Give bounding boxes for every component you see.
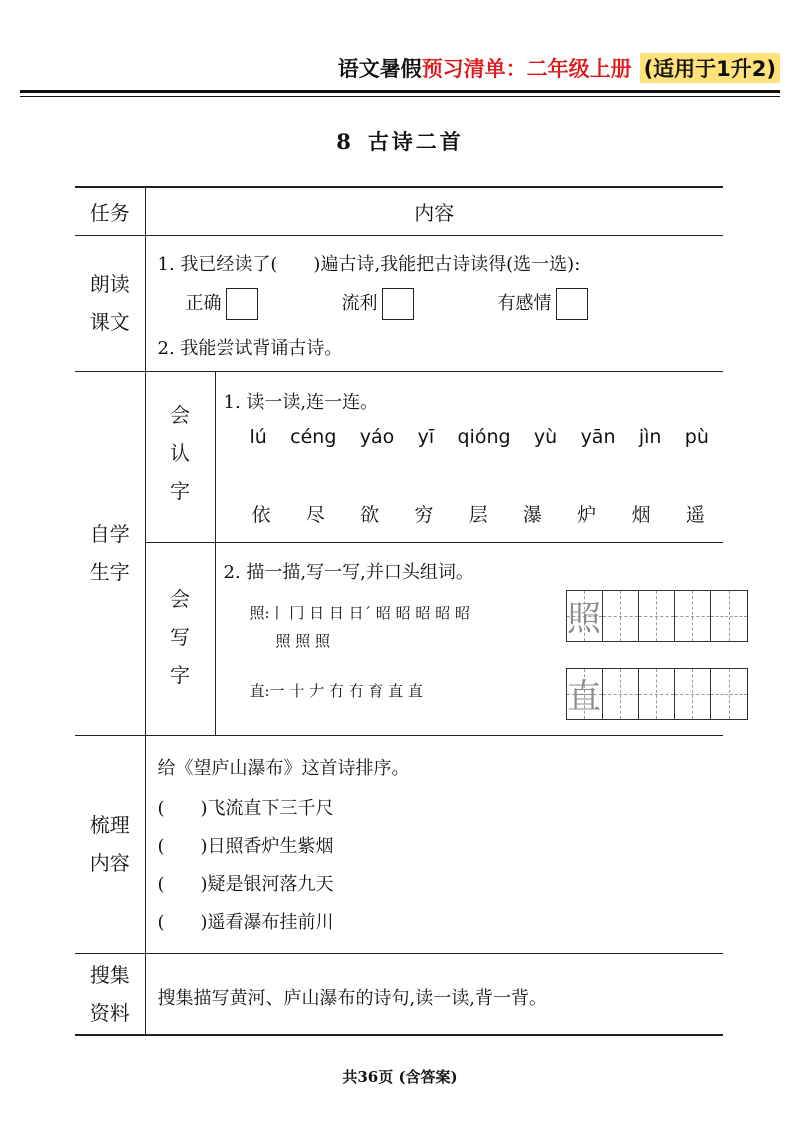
hanzi-row — [252, 500, 706, 527]
arrange-label-line1: 梳理 — [89, 813, 130, 837]
collect-label-line1: 搜集 — [89, 962, 130, 987]
header-checklist: 预习清单：二年级上册 — [421, 57, 632, 81]
option-fluent-checkbox[interactable] — [382, 288, 414, 320]
self-study-label — [75, 371, 145, 735]
recognize-instruction: 1. 读一读,连一连。 — [223, 391, 379, 413]
reading-item-1: 1. 我已经读了( )遍古诗,我能把古诗读得(选一选): — [157, 253, 581, 275]
recognize-label-char1: 会 — [170, 402, 190, 427]
hanzi-item[interactable]: 烟 — [631, 503, 651, 526]
page-footer: 共36页 (含答案) — [342, 1068, 458, 1086]
inner-column-divider — [215, 372, 216, 735]
hanzi-item[interactable]: 尽 — [305, 503, 325, 526]
arrange-instruction: 给《望庐山瀑布》这首诗排序。 — [157, 757, 410, 779]
arrange-row — [75, 735, 723, 953]
header-subject: 语文暑假 — [337, 57, 422, 81]
writing-grid-zhao — [566, 590, 748, 642]
write-label-char2: 写 — [170, 624, 190, 649]
reading-content — [145, 235, 723, 371]
reading-label-line2: 课文 — [89, 310, 130, 334]
recognize-label-char2: 认 — [170, 440, 190, 465]
lesson-title — [0, 126, 800, 156]
trace-char-zhi: 直 — [567, 677, 601, 717]
write-label-char1: 会 — [170, 586, 190, 611]
pinyin-item[interactable]: yī — [417, 425, 435, 448]
hanzi-item[interactable]: 欲 — [360, 503, 380, 526]
self-study-label-line1: 自学 — [89, 522, 130, 546]
grid-cell[interactable] — [675, 591, 711, 641]
hanzi-item[interactable]: 层 — [468, 503, 488, 526]
hanzi-item[interactable]: 瀑 — [522, 503, 542, 526]
lesson-name: 古诗二首 — [367, 129, 464, 154]
grid-cell[interactable] — [711, 669, 747, 719]
writing-grid-zhi — [566, 668, 748, 720]
write-label-char3: 字 — [170, 662, 190, 687]
option-fluent-label: 流利 — [341, 292, 378, 314]
option-correct-label: 正确 — [185, 292, 222, 314]
grid-cell — [567, 669, 603, 719]
poem-line-4[interactable]: ( )遥看瀑布挂前川 — [157, 911, 334, 933]
pinyin-item[interactable]: pù — [684, 425, 709, 448]
reading-row — [75, 235, 723, 371]
header-rule-thick — [20, 90, 780, 93]
pinyin-row — [250, 426, 710, 448]
poem-line-1[interactable]: ( )飞流直下三千尺 — [157, 797, 334, 819]
collect-label-line2: 资料 — [89, 1000, 130, 1025]
grid-cell[interactable] — [639, 591, 675, 641]
reading-item-2: 2. 我能尝试背诵古诗。 — [157, 337, 343, 359]
header-cell-task: 任务 — [75, 187, 145, 235]
grid-cell — [567, 591, 603, 641]
hanzi-item[interactable]: 穷 — [414, 503, 434, 526]
grid-cell[interactable] — [603, 669, 639, 719]
hanzi-item[interactable]: 依 — [251, 503, 271, 526]
char1-stroke-order-cont: 照 照 照 — [275, 631, 331, 650]
pinyin-item[interactable]: lú — [249, 425, 267, 448]
grid-cell[interactable] — [603, 591, 639, 641]
grid-cell[interactable] — [675, 669, 711, 719]
lesson-number: 8 — [336, 129, 354, 154]
collect-content — [145, 953, 723, 1035]
arrange-label-line2: 内容 — [89, 851, 130, 875]
reading-label-line1: 朗读 — [89, 272, 130, 296]
inner-row-divider — [146, 542, 724, 543]
table-header-row — [75, 187, 723, 235]
poem-line-2[interactable]: ( )日照香炉生紫烟 — [157, 835, 334, 857]
poem-line-3[interactable]: ( )疑是银河落九天 — [157, 873, 334, 895]
option-expressive — [498, 288, 588, 320]
self-study-content — [145, 371, 723, 735]
pinyin-item[interactable]: jìn — [638, 425, 662, 448]
collect-row — [75, 953, 723, 1035]
arrange-label — [75, 735, 145, 953]
trace-char-zhao: 照 — [567, 599, 601, 639]
pinyin-item[interactable]: yān — [580, 425, 616, 448]
write-label — [146, 580, 215, 694]
hanzi-item[interactable]: 炉 — [577, 503, 597, 526]
option-correct-checkbox[interactable] — [226, 288, 258, 320]
char1-stroke-order: 照:丨 冂 日 日 日ˊ 昭 昭 昭 昭 昭 — [249, 603, 470, 622]
option-correct — [186, 288, 258, 320]
pinyin-item[interactable]: yù — [533, 425, 558, 448]
grid-cell[interactable] — [639, 669, 675, 719]
hanzi-item[interactable]: 遥 — [685, 503, 705, 526]
pinyin-item[interactable]: qióng — [457, 425, 511, 448]
write-instruction: 2. 描一描,写一写,并口头组词。 — [223, 561, 474, 583]
header-grade-badge: (适用于1升2) — [640, 53, 780, 83]
collect-text: 搜集描写黄河、庐山瀑布的诗句,读一读,背一背。 — [157, 987, 547, 1009]
worksheet-table — [75, 186, 723, 1036]
grid-cell[interactable] — [711, 591, 747, 641]
char2-stroke-order: 直:一 十 𠂇 冇 冇 育 直 直 — [249, 681, 423, 700]
recognize-label — [146, 396, 215, 510]
header-rule-thin — [20, 96, 780, 97]
arrange-content — [145, 735, 723, 953]
pinyin-item[interactable]: céng — [290, 425, 337, 448]
self-study-label-line2: 生字 — [89, 560, 130, 584]
option-expressive-label: 有感情 — [497, 292, 552, 314]
header-cell-content: 内容 — [145, 187, 723, 235]
collect-label — [75, 953, 145, 1035]
reading-label — [75, 235, 145, 371]
self-study-row — [75, 371, 723, 735]
recognize-label-char3: 字 — [170, 478, 190, 503]
pinyin-item[interactable]: yáo — [359, 425, 395, 448]
option-fluent — [342, 288, 414, 320]
option-expressive-checkbox[interactable] — [556, 288, 588, 320]
document-header-title — [338, 50, 780, 86]
